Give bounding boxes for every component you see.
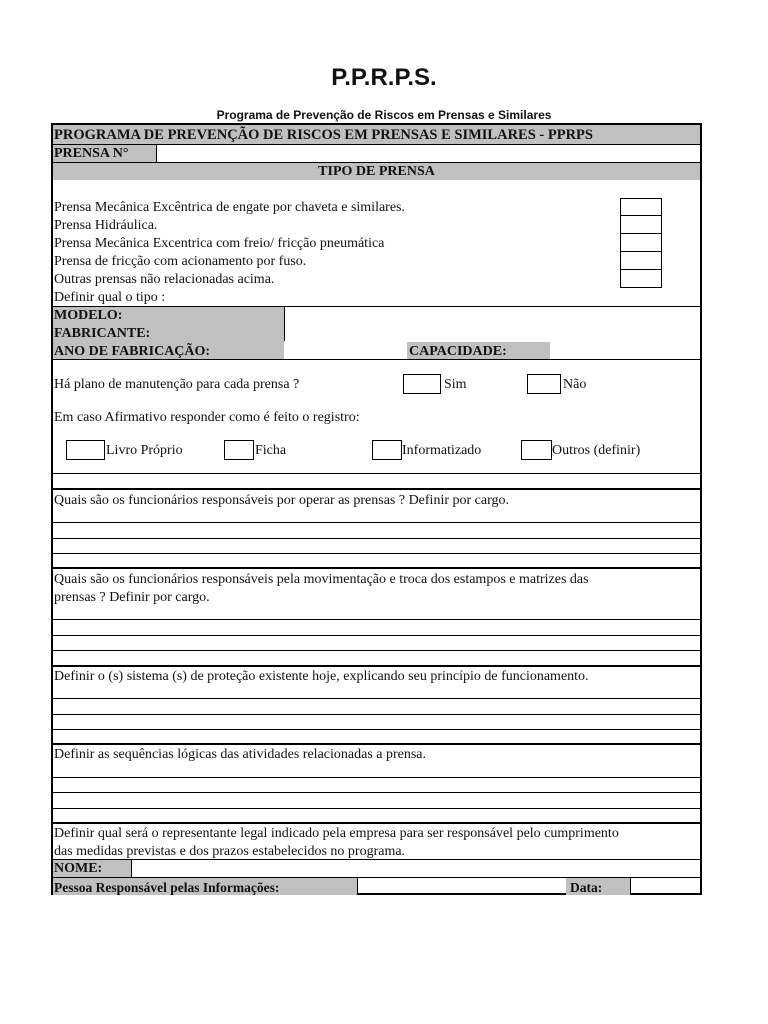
- program-title: PROGRAMA DE PREVENÇÃO DE RISCOS EM PRENSAS E SIMILARES - PPRPS: [54, 127, 593, 143]
- nome-label: NOME:: [54, 861, 103, 876]
- q-representante-line1: Definir qual será o representante legal indicado pela empresa para ser responsável pelo cumprimento: [54, 826, 619, 841]
- ficha-checkbox[interactable]: [224, 440, 254, 460]
- data-field[interactable]: [631, 878, 700, 895]
- press-type-5-checkbox[interactable]: [620, 269, 662, 288]
- sim-label: Sim: [444, 377, 467, 392]
- ficha-label: Ficha: [255, 443, 287, 458]
- press-type-3-checkbox[interactable]: [620, 233, 662, 252]
- responsavel-label: Pessoa Responsável pelas Informações:: [54, 880, 280, 895]
- q-representante-line2: das medidas previstas e dos prazos estabelecidos no programa.: [54, 844, 406, 859]
- capacidade-label: CAPACIDADE:: [409, 344, 507, 359]
- tipo-prensa-label: TIPO DE PRENSA: [318, 164, 435, 179]
- prensa-no-label: PRENSA N°: [54, 146, 129, 161]
- informatizado-checkbox[interactable]: [372, 440, 402, 460]
- livro-proprio-label: Livro Próprio: [106, 443, 183, 458]
- q-movimentacao-line1: Quais são os funcionários responsáveis pela movimentação e troca dos estampos e matrizes das: [54, 572, 589, 587]
- outros-label: Outros (definir): [552, 443, 641, 458]
- definir-tipo-label: Definir qual o tipo :: [54, 290, 166, 305]
- press-type-2: Prensa Hidráulica.: [54, 218, 158, 233]
- pprps-form: [51, 123, 702, 895]
- press-type-3: Prensa Mecânica Excentrica com freio/ fricção pneumática: [54, 236, 385, 251]
- registro-question: Em caso Afirmativo responder como é feito o registro:: [54, 410, 360, 425]
- q-protecao: Definir o (s) sistema (s) de proteção existente hoje, explicando seu princípio de funcionamento.: [54, 669, 589, 684]
- nao-label: Não: [563, 377, 587, 392]
- modelo-label: MODELO:: [54, 308, 123, 323]
- informatizado-label: Informatizado: [402, 443, 482, 458]
- responsavel-field[interactable]: [358, 878, 566, 895]
- q-sequencias: Definir as sequências lógicas das atividades relacionadas a prensa.: [54, 747, 427, 762]
- data-label: Data:: [570, 880, 603, 895]
- outros-checkbox[interactable]: [521, 440, 552, 460]
- nao-checkbox[interactable]: [527, 374, 561, 394]
- sim-checkbox[interactable]: [403, 374, 441, 394]
- q-operar: Quais são os funcionários responsáveis por operar as prensas ? Definir por cargo.: [54, 493, 509, 508]
- press-type-5: Outras prensas não relacionadas acima.: [54, 272, 275, 287]
- modelo-fabricante-field[interactable]: [285, 307, 700, 341]
- press-type-2-checkbox[interactable]: [620, 215, 662, 234]
- fabricante-label: FABRICANTE:: [54, 326, 151, 341]
- page-title: P.P.R.P.S.: [331, 64, 437, 91]
- ano-fabricacao-label: ANO DE FABRICAÇÃO:: [54, 344, 211, 359]
- prensa-no-field[interactable]: [157, 145, 700, 162]
- press-type-4-checkbox[interactable]: [620, 251, 662, 270]
- maintenance-question: Há plano de manutenção para cada prensa ?: [54, 377, 300, 392]
- nome-field[interactable]: [132, 860, 700, 877]
- press-type-1-checkbox[interactable]: [620, 198, 662, 216]
- press-type-4: Prensa de fricção com acionamento por fuso.: [54, 254, 307, 269]
- page-subtitle: Programa de Prevenção de Riscos em Prensas e Similares: [216, 108, 552, 122]
- q-movimentacao-line2: prensas ? Definir por cargo.: [54, 590, 210, 605]
- press-type-1: Prensa Mecânica Excêntrica de engate por chaveta e similares.: [54, 200, 405, 215]
- livro-proprio-checkbox[interactable]: [66, 440, 105, 460]
